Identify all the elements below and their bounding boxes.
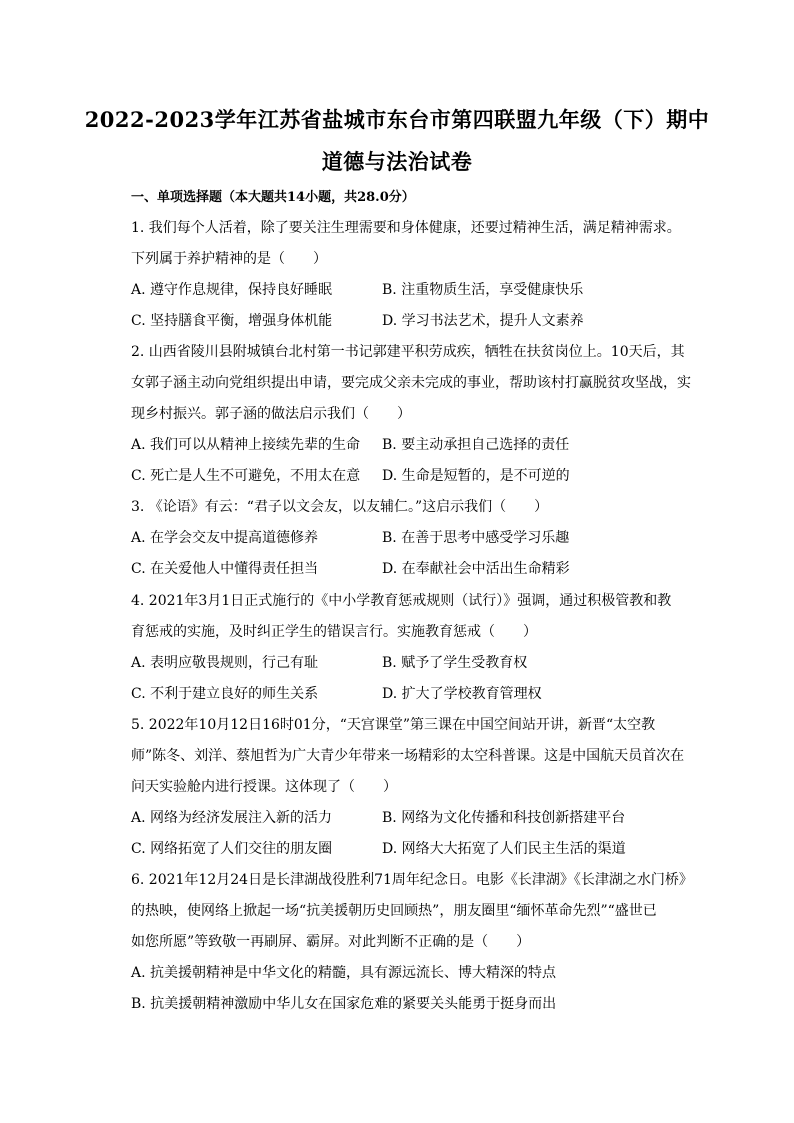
question-2-option-b: B. 要主动承担自己选择的责任 <box>382 437 570 453</box>
question-3-option-c: C. 在关爱他人中懂得责任担当 <box>131 561 319 577</box>
question-1-stem-line-2: 下列属于养护精神的是（ ） <box>131 251 327 267</box>
question-1-stem-line-1: 1. 我们每个人活着，除了要关注生理需要和身体健康，还要过精神生活，满足精神需求。 <box>131 220 681 236</box>
question-2-option-a: A. 我们可以从精神上接续先辈的生命 <box>131 437 361 453</box>
question-2-stem-line-3: 现乡村振兴。郭子涵的做法启示我们（ ） <box>131 406 411 422</box>
question-1-option-c: C. 坚持膳食平衡，增强身体机能 <box>131 313 333 329</box>
question-1-option-d: D. 学习书法艺术，提升人文素养 <box>382 313 584 329</box>
question-2-option-c: C. 死亡是人生不可避免，不用太在意 <box>131 468 361 484</box>
question-3-option-b: B. 在善于思考中感受学习乐趣 <box>382 530 570 546</box>
question-1-option-a: A. 遵守作息规律，保持良好睡眠 <box>131 282 333 298</box>
question-4-option-c: C. 不利于建立良好的师生关系 <box>131 686 319 702</box>
question-6-option-a: A. 抗美援朝精神是中华文化的精髓，具有源远流长、博大精深的特点 <box>131 965 557 981</box>
question-5-stem-line-2: 师”陈冬、刘洋、蔡旭哲为广大青少年带来一场精彩的太空科普课。这是中国航天员首次在 <box>131 748 685 764</box>
question-5-option-b: B. 网络为文化传播和科技创新搭建平台 <box>382 810 626 826</box>
question-4-stem-line-2: 育惩戒的实施，及时纠正学生的错误言行。实施教育惩戒（ ） <box>131 624 537 640</box>
question-5-stem-line-1: 5. 2022年10月12日16时01分，“天宫课堂”第三课在中国空间站开讲，新晋“太空教 <box>131 717 656 733</box>
question-6-option-b: B. 抗美援朝精神激励中华儿女在国家危难的紧要关头能勇于挺身而出 <box>131 996 557 1012</box>
question-2-stem-line-2: 女郭子涵主动向党组织提出申请，要完成父亲未完成的事业，帮助该村打赢脱贫攻坚战，实 <box>131 375 691 391</box>
question-5-option-c: C. 网络拓宽了人们交往的朋友圈 <box>131 841 333 857</box>
question-4-option-a: A. 表明应敬畏规则，行己有耻 <box>131 655 319 671</box>
question-4-stem-line-1: 4. 2021年3月1日正式施行的《中小学教育惩戒规则（试行）》强调，通过积极管教和教 <box>131 593 672 609</box>
question-1-option-b: B. 注重物质生活，享受健康快乐 <box>382 282 584 298</box>
question-6-stem-line-1: 6. 2021年12月24日是长津湖战役胜利71周年纪念日。电影《长津湖》《长津湖之水门桥》 <box>131 872 693 888</box>
question-5-stem-line-3: 问天实验舱内进行授课。这体现了（ ） <box>131 779 397 795</box>
question-5-option-a: A. 网络为经济发展注入新的活力 <box>131 810 333 826</box>
question-4-option-d: D. 扩大了学校教育管理权 <box>382 686 542 702</box>
question-4-option-b: B. 赋予了学生受教育权 <box>382 655 528 671</box>
question-3-option-a: A. 在学会交友中提高道德修养 <box>131 530 319 546</box>
page-title: 2022-2023学年江苏省盐城市东台市第四联盟九年级（下）期中 <box>84 107 710 132</box>
question-5-option-d: D. 网络大大拓宽了人们民主生活的渠道 <box>382 841 626 857</box>
question-6-stem-line-2: 的热映，使网络上掀起一场“抗美援朝历史回顾热”，朋友圈里“缅怀革命先烈”“盛世已 <box>131 903 657 919</box>
section-heading: 一、单项选择题（本大题共14小题，共28.0分） <box>131 190 415 205</box>
question-3-stem-line-1: 3. 《论语》有云：“君子以文会友，以友辅仁。”这启示我们（ ） <box>131 499 549 515</box>
question-6-stem-line-3: 如您所愿”等致敬一再刷屏、霸屏。对此判断不正确的是（ ） <box>131 934 531 950</box>
page-subtitle: 道德与法治试卷 <box>321 149 473 174</box>
question-2-option-d: D. 生命是短暂的，是不可逆的 <box>382 468 570 484</box>
question-3-option-d: D. 在奉献社会中活出生命精彩 <box>382 561 570 577</box>
question-2-stem-line-1: 2. 山西省陵川县附城镇台北村第一书记郭建平积劳成疾，牺牲在扶贫岗位上。10天后，其 <box>131 344 685 360</box>
